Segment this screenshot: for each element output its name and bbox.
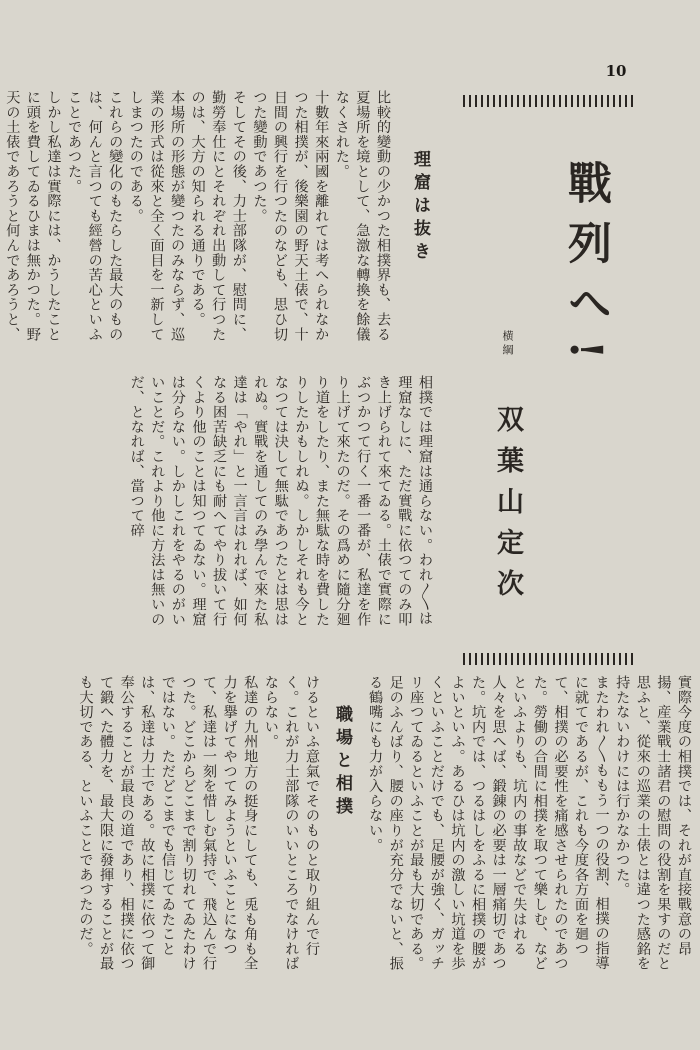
paragraph: 本場所の形態が變つたのみならず、巡業の形式は從來と全く面目を一新してしまつたのである。	[127, 90, 186, 342]
paragraph: そしてその後、力士部隊が、慰問に、勤勞奉仕にとそれぞれ出動して行つたのは、大方の知られる通りである。	[189, 90, 247, 342]
author-name: 双葉山定次	[492, 405, 523, 610]
section-heading-2: 職場と相撲	[332, 705, 352, 820]
body-text-block-4	[364, 675, 694, 975]
body-text-block-1	[4, 90, 393, 348]
body-text-block-2	[45, 375, 435, 638]
paragraph: 私達の九州地方の挺身にしても、兎も角も全力を擧げてやつてみようといふことになつて、私達は一刻を惜しむ氣持で、飛込んで行つた。どこからどこまで割り切れてゐたわけではない。ただどこまでも信じてゐたことは、私達は力士である。故に相撲に依つて御奉公することが最良の道であり、相撲に依つて鍛へた體力を、最大限に發揮することが最も大切である、といふことであつたのだ。	[77, 675, 259, 971]
paragraph: 相撲では理窟は通らない。われ〳〵は理窟なしに、ただ實戰に依つてのみ叩き上げられて來てゐる。土俵で實際にぶつかつて行く一番一番が、私達を作り上げて來たのだ。その爲めに隨分廻り道をしたり、また無駄な時を費したりしたかもしれぬ。しかしそれも今となつては決して無駄であつたとは思はれぬ。實戰を通してのみ學んで來た私達は「やれ」と一言言はれれば、如何なる困苦缺乏にも耐へてやり拔いて行くより他のことは知つてゐない。理窟は分らない。しかしこれをやるのがいいことだ。これより他に方法は無いのだ、となれば、當つて碎	[128, 375, 433, 627]
body-text-block-3	[40, 675, 322, 975]
paragraph: 比較的變動の少かつた相撲界も、去る夏場所を境として、急激な轉換を餘儀なくされた。	[333, 90, 391, 342]
section-heading-1: 理窟は抜き	[410, 150, 430, 265]
author-rank: 横綱	[501, 330, 514, 358]
paragraph: またわれ〳〵ももう一つの役割、相撲の指導に就てであるが、これも今度各方面を廻つて、相撲の必要性を痛感させられたのであつた。勞働の合間に相撲を取つて樂しむ、などといふよりも、坑内の事故などで失はれる人々を思へば、鍛錬の必要は一層痛切であつた。坑内では、つるはしをふるに相撲の腰がよいといふ。あるひは坑内の激しい坑道を歩くといふことだけでも、足腰が強く、ガッチリ座つてゐるといふことが最も大切である。足のふんばり、腰の座りが充分でないと、振る鶴嘴にも力が入らない。	[367, 675, 610, 971]
decorative-rule-top	[463, 95, 635, 107]
paragraph: けるといふ意氣でそのものと取り組んで行く。これが力士部隊のいいところでなければならない。	[262, 675, 320, 971]
paragraph: しかし私達は實際には、かうしたことに頭を費してゐるひまは無かつた。野天の土俵であろうと何んであろうと、	[4, 90, 62, 342]
paragraph: これらの變化のもたらした最大のものは、何んと言つても經營の苦心といふことであつた。	[66, 90, 124, 342]
paragraph: 實際今度の相撲では、それが直接戰意の昂揚、産業戰士諸君の慰問の役割を果すのだと思ふと、從來の巡業の土俵とは違つた感銘を持たないわけには行かなかつた。	[614, 675, 692, 971]
decorative-rule-bottom	[463, 653, 635, 665]
article-title: 戰列へ!	[560, 160, 611, 376]
page-number: 10	[605, 62, 627, 80]
paragraph: 十數年來兩國を離れては考へられなかつた相撲が、後樂園の野天土俵で、十日間の興行を行つたのなども、思ひ切つた變動であつた。	[251, 90, 330, 342]
